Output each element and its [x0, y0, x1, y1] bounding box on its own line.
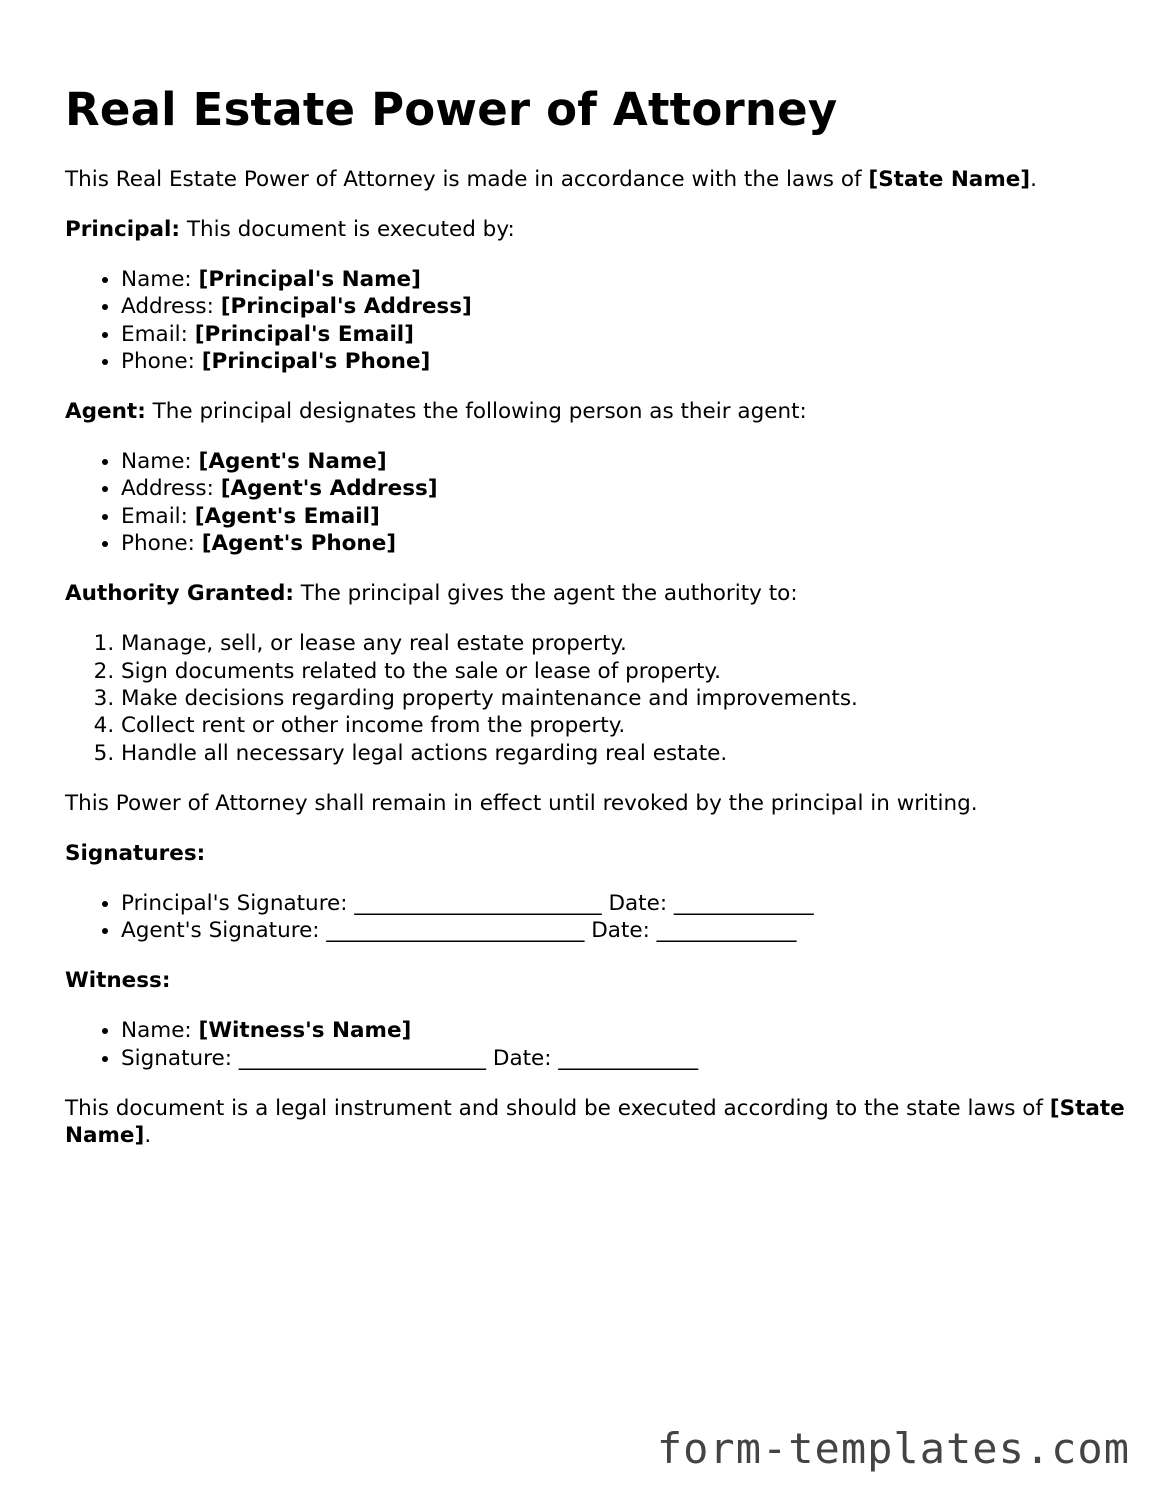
closing-text: This document is a legal instrument and should be executed according to the state laws of	[65, 1096, 1050, 1122]
agent-paragraph	[65, 398, 1125, 425]
witness-signature-line[interactable]: • Signature: _______________________ Date: _____________	[121, 1045, 1125, 1072]
authority-text: The principal gives the agent the authority to:	[293, 581, 798, 607]
list-item: • Email: [Principal's Email]	[121, 321, 1125, 348]
principal-text: This document is executed by:	[180, 217, 515, 242]
closing-paragraph: This document is a legal instrument and should be executed according to the state laws of [State Name].	[65, 1096, 1125, 1149]
witness-name-placeholder: [Witness's Name]	[198, 1018, 412, 1044]
document-page	[65, 80, 1125, 1172]
list-item: 5. Handle all necessary legal actions regarding real estate.	[121, 740, 1125, 767]
list-item: • Name: [Witness's Name]	[121, 1017, 1125, 1044]
list-item: 3. Make decisions regarding property maintenance and improvements.	[121, 685, 1125, 712]
agent-heading: Agent:	[65, 399, 146, 425]
list-item: • Name: [Agent's Name]	[121, 448, 1125, 475]
list-item: 4. Collect rent or other income from the property.	[121, 712, 1125, 739]
list-item: • Phone: [Agent's Phone]	[121, 530, 1125, 557]
authority-paragraph	[65, 580, 1125, 607]
list-item: • Phone: [Principal's Phone]	[121, 348, 1125, 375]
agent-signature-line[interactable]: • Agent's Signature: ________________________ Date: _____________	[121, 917, 1125, 944]
witness-list	[65, 1017, 1125, 1072]
agent-phone-placeholder: [Agent's Phone]	[201, 531, 397, 557]
agent-address-placeholder: [Agent's Address]	[220, 476, 438, 502]
intro-state-placeholder: [State Name]	[868, 167, 1031, 192]
principal-phone-placeholder: [Principal's Phone]	[201, 348, 431, 374]
principal-paragraph	[65, 216, 1125, 243]
closing-state-placeholder: [State Name]	[65, 1096, 1125, 1149]
list-item: • Email: [Agent's Email]	[121, 503, 1125, 530]
principal-address-placeholder: [Principal's Address]	[220, 294, 472, 320]
agent-list	[65, 448, 1125, 557]
signatures-heading: Signatures:	[65, 840, 206, 866]
principal-list	[65, 266, 1125, 375]
agent-text: The principal designates the following person as their agent:	[145, 399, 807, 425]
list-item: • Name: [Principal's Name]	[121, 266, 1125, 293]
intro-text: This Real Estate Power of Attorney is made in accordance with the laws of	[65, 167, 869, 192]
list-item: 1. Manage, sell, or lease any real estate property.	[121, 630, 1125, 657]
intro-paragraph: This Real Estate Power of Attorney is made in accordance with the laws of [State Name].	[65, 167, 1037, 192]
principal-name-placeholder: [Principal's Name]	[198, 267, 421, 292]
agent-name-placeholder: [Agent's Name]	[198, 449, 387, 475]
list-item: • Address: [Agent's Address]	[121, 475, 1125, 502]
agent-email-placeholder: [Agent's Email]	[194, 503, 380, 529]
document-title: Real Estate Power of Attorney	[65, 83, 838, 136]
duration-paragraph: This Power of Attorney shall remain in effect until revoked by the principal in writing.	[65, 790, 978, 816]
list-item: 2. Sign documents related to the sale or lease of property.	[121, 658, 1125, 685]
list-item: • Address: [Principal's Address]	[121, 293, 1125, 320]
principal-email-placeholder: [Principal's Email]	[194, 321, 415, 347]
authority-list	[65, 630, 1125, 766]
watermark-logo: form-templates.com	[656, 1424, 1130, 1473]
signatures-list	[65, 890, 1125, 945]
authority-heading: Authority Granted:	[65, 581, 294, 607]
witness-heading: Witness:	[65, 968, 171, 994]
principal-signature-line[interactable]: • Principal's Signature: _______________________ Date: _____________	[121, 890, 1125, 917]
principal-heading: Principal:	[65, 217, 181, 242]
